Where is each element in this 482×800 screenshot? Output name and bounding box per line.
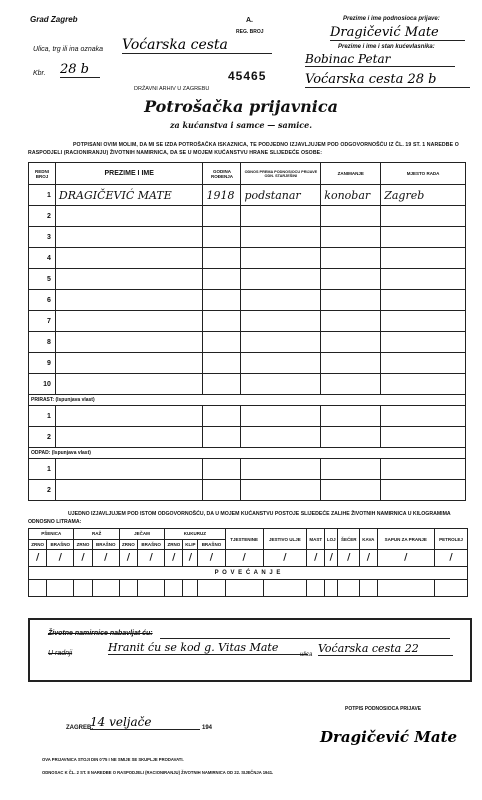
- blank-cell: [321, 406, 381, 427]
- page-subtitle: za kućanstva i samce — samice.: [169, 120, 312, 130]
- row-occupation: [321, 311, 381, 332]
- row-number: 1: [29, 185, 56, 206]
- shop-value: Hranit ću se kod g. Vitas Mate: [108, 641, 308, 655]
- row-relation: podstanar: [241, 185, 321, 206]
- signature-year: 194: [202, 725, 213, 731]
- row-occupation: [321, 248, 381, 269]
- prirast-section: [29, 395, 466, 406]
- street-value: Voćarska cesta: [122, 37, 272, 54]
- row-year: [203, 206, 241, 227]
- row-occupation: [321, 227, 381, 248]
- stock-blank: [92, 580, 119, 597]
- header-occupation: ZANIMANJE: [321, 163, 381, 185]
- blank-cell: [321, 480, 381, 501]
- row-place: [381, 332, 466, 353]
- signature-label: POTPIS PODNOSIOCA PRIJAVE: [345, 706, 422, 712]
- row-place: [381, 353, 466, 374]
- sub-zrno: ZRNO: [74, 539, 92, 550]
- stock-blank: [47, 580, 74, 597]
- row-place: [381, 269, 466, 290]
- row-relation: [241, 248, 321, 269]
- row-name: DRAGIČEVIĆ MATE: [55, 185, 203, 206]
- povecanje-label: P O V E Ć A N J E: [29, 567, 468, 580]
- blank-cell: [321, 427, 381, 448]
- row-occupation: [321, 290, 381, 311]
- stock-value: /: [307, 550, 325, 567]
- shop-address: Voćarska cesta 22: [318, 642, 453, 656]
- row-name: [55, 374, 203, 395]
- stock-value: /: [165, 550, 183, 567]
- archive-number: 45465: [228, 69, 267, 83]
- stock-blank: [307, 580, 325, 597]
- table-row: [29, 406, 466, 427]
- row-relation: [241, 290, 321, 311]
- stock-value: /: [263, 550, 306, 567]
- blank-cell: [241, 406, 321, 427]
- row-name: [55, 290, 203, 311]
- row-name: [55, 269, 203, 290]
- street-label: Ulica, trg ili ina oznaka: [33, 46, 104, 53]
- row-occupation: [321, 374, 381, 395]
- row-year: [203, 332, 241, 353]
- applicant-label: Prezime i ime podnosioca prijave:: [343, 16, 440, 22]
- table-row: [29, 290, 466, 311]
- single-secer: ŠEĆER: [338, 529, 360, 550]
- stock-value: /: [29, 550, 47, 567]
- row-occupation: [321, 332, 381, 353]
- landlord-name: Bobinac Petar: [305, 52, 455, 67]
- stock-blank: [263, 580, 306, 597]
- prirast-label: PRIRAST: (Ispunjava vlast): [29, 395, 466, 406]
- row-relation: [241, 311, 321, 332]
- header-no: REDNI BROJ: [29, 163, 56, 185]
- header-year: GODINA ROĐENJA: [203, 163, 241, 185]
- table-row: [29, 374, 466, 395]
- row-place: [381, 206, 466, 227]
- table-row: [29, 353, 466, 374]
- odpad-section: [29, 448, 466, 459]
- footer-line-1: OVA PRIJAVNICA STOJI DIN 0'75 I NE SMIJE SE SKUPLJE PRODAVATI.: [42, 757, 184, 762]
- row-year: [203, 227, 241, 248]
- stock-blank: [360, 580, 377, 597]
- blank-cell: [203, 459, 241, 480]
- single-sapun: SAPUN ZA PRANJE: [377, 529, 434, 550]
- group-jecam: JEČAM: [119, 529, 164, 540]
- purchase-label: Životne namirnice nabavljat ću:: [48, 630, 153, 637]
- row-occupation: [321, 269, 381, 290]
- row-name: [55, 248, 203, 269]
- stock-blank: [138, 580, 165, 597]
- sub-zrno: ZRNO: [165, 539, 183, 550]
- row-year: [203, 311, 241, 332]
- row-relation: [241, 206, 321, 227]
- row-place: [381, 248, 466, 269]
- row-place: Zagreb: [381, 185, 466, 206]
- stock-blank: [325, 580, 338, 597]
- row-relation: [241, 374, 321, 395]
- sub-brasno: BRAŠNO: [47, 539, 74, 550]
- row-relation: [241, 269, 321, 290]
- stock-value: /: [119, 550, 137, 567]
- row-number: 6: [29, 290, 56, 311]
- row-year: [203, 269, 241, 290]
- blank-cell: [241, 480, 321, 501]
- applicant-value: Dragičević Mate: [330, 25, 465, 41]
- purchase-line-1: [160, 638, 450, 639]
- sub-brasno: BRAŠNO: [198, 539, 225, 550]
- table-row: [29, 269, 466, 290]
- blank-cell: [55, 406, 203, 427]
- sub-zrno: ZRNO: [29, 539, 47, 550]
- stock-value: /: [225, 550, 263, 567]
- row-year: 1918: [203, 185, 241, 206]
- row-occupation: [321, 206, 381, 227]
- odpad-label: ODPAD: (Ispunjava vlast): [29, 448, 466, 459]
- stock-blank: [29, 580, 47, 597]
- stock-blank: [338, 580, 360, 597]
- row-number: 8: [29, 332, 56, 353]
- number-label: Kbr.: [33, 70, 46, 77]
- stock-blank: [74, 580, 92, 597]
- signature-date: 14 veljače: [90, 715, 200, 730]
- row-name: [55, 353, 203, 374]
- stock-blank: [183, 580, 198, 597]
- landlord-label: Prezime i ime i stan kućevlasnika:: [338, 44, 435, 50]
- row-occupation: konobar: [321, 185, 381, 206]
- blank-cell: [241, 459, 321, 480]
- header-place: MJESTO RADA: [381, 163, 466, 185]
- stock-blank: [165, 580, 183, 597]
- row-name: [55, 332, 203, 353]
- row-place: [381, 227, 466, 248]
- single-ulje: JESTIVO ULJE: [263, 529, 306, 550]
- header-relation: ODNOS PREMA PODNOSIOCU PRIJAVE ODN. STARJEŠINI: [241, 163, 321, 185]
- row-number: 3: [29, 227, 56, 248]
- stock-value: /: [74, 550, 92, 567]
- table-row: [29, 332, 466, 353]
- landlord-address: Voćarska cesta 28 b: [305, 72, 470, 88]
- reg-label: REG. BROJ: [236, 29, 264, 35]
- stock-blank: [377, 580, 434, 597]
- archive-stamp: DRŽAVNI ARHIV U ZAGREBU: [134, 86, 210, 92]
- stock-blank: [119, 580, 137, 597]
- sub-brasno: BRAŠNO: [138, 539, 165, 550]
- stock-value: /: [92, 550, 119, 567]
- row-relation: [241, 227, 321, 248]
- row-place: [381, 311, 466, 332]
- row-number: 1: [29, 406, 56, 427]
- household-table: [28, 162, 466, 501]
- form-letter: A.: [246, 17, 253, 24]
- row-relation: [241, 353, 321, 374]
- row-number: 1: [29, 459, 56, 480]
- row-year: [203, 374, 241, 395]
- blank-cell: [55, 427, 203, 448]
- single-tjestenine: TJESTENINE: [225, 529, 263, 550]
- page-title: Potrošačka prijavnica: [144, 97, 338, 116]
- row-year: [203, 248, 241, 269]
- stock-value: /: [434, 550, 467, 567]
- row-year: [203, 353, 241, 374]
- blank-cell: [381, 480, 466, 501]
- stock-blank: [225, 580, 263, 597]
- sub-brasno: BRAŠNO: [92, 539, 119, 550]
- intro-text: POTPISANI OVIM MOLIM, DA MI SE IZDA POTROŠAČKA ISKAZNICA, TE PODJEDNO IZJAVLJUJEM POD ODGOVORNOŠĆU IZ ČL. 19 ST. 1 NAREDBE O RASPODJELI (RACIONIRANJU) ŽIVOTNIH NAMIRNICA, DA SE U MOJEM KUĆANSTVU HRANE SLIJEDEĆE OSOBE:: [28, 142, 459, 156]
- table-row: [29, 459, 466, 480]
- stock-value: /: [198, 550, 225, 567]
- blank-cell: [203, 427, 241, 448]
- row-number: 2: [29, 427, 56, 448]
- table-row: [29, 185, 466, 206]
- footer-line-2: ODNOSAC K ČL. 2 ST. 8 NAREDBE O RASPODJELI (RACIONIRANJU) ŽIVOTNIH NAMIRNICA OD 22. SIJEČNJA 1941.: [42, 770, 274, 775]
- table-row: [29, 311, 466, 332]
- stock-intro: UJEDNO IZJAVLJUJEM POD ISTOM ODGOVORNOŠĆU, DA U MOJEM KUĆANSTVU POSTOJE SLIJEDEĆE ZALIHE ŽIVOTNIH NAMIRNICA U KILOGRAMIMA ODNOSNO LITRAMA:: [28, 511, 451, 525]
- blank-cell: [241, 427, 321, 448]
- table-row: [29, 480, 466, 501]
- table-row: [29, 248, 466, 269]
- shop-label: U radnji: [48, 650, 73, 657]
- blank-cell: [55, 480, 203, 501]
- number-value: 28 b: [60, 62, 100, 78]
- stock-table: [28, 528, 468, 597]
- stock-value: /: [338, 550, 360, 567]
- signature-name: Dragičević Mate: [320, 728, 458, 746]
- row-place: [381, 374, 466, 395]
- blank-cell: [381, 459, 466, 480]
- group-raz: RAŽ: [74, 529, 119, 540]
- row-name: [55, 311, 203, 332]
- blank-cell: [55, 459, 203, 480]
- row-name: [55, 227, 203, 248]
- single-petrolej: PETROLEJ: [434, 529, 467, 550]
- single-mast: MAST: [307, 529, 325, 550]
- table-row: [29, 427, 466, 448]
- table-row: [29, 227, 466, 248]
- street-suffix: ulica: [300, 652, 313, 658]
- stock-value: /: [377, 550, 434, 567]
- blank-cell: [321, 459, 381, 480]
- blank-cell: [203, 406, 241, 427]
- row-number: 9: [29, 353, 56, 374]
- row-number: 10: [29, 374, 56, 395]
- sub-klip: KLIP: [183, 539, 198, 550]
- row-relation: [241, 332, 321, 353]
- row-occupation: [321, 353, 381, 374]
- row-place: [381, 290, 466, 311]
- stock-value: /: [325, 550, 338, 567]
- header-name: PREZIME I IME: [55, 163, 203, 185]
- row-name: [55, 206, 203, 227]
- signature-place: ZAGREB,: [66, 725, 93, 731]
- city-label: Grad Zagreb: [30, 15, 78, 24]
- row-number: 7: [29, 311, 56, 332]
- stock-value: /: [138, 550, 165, 567]
- blank-cell: [381, 406, 466, 427]
- group-kukuruz: KUKURUZ: [165, 529, 225, 540]
- sub-zrno: ZRNO: [119, 539, 137, 550]
- row-number: 5: [29, 269, 56, 290]
- row-number: 2: [29, 206, 56, 227]
- row-year: [203, 290, 241, 311]
- single-kava: KAVA: [360, 529, 377, 550]
- stock-value: /: [360, 550, 377, 567]
- single-loj: LOJ: [325, 529, 338, 550]
- table-row: [29, 206, 466, 227]
- group-psenica: PŠENICA: [29, 529, 74, 540]
- row-number: 4: [29, 248, 56, 269]
- stock-blank: [434, 580, 467, 597]
- stock-value: /: [183, 550, 198, 567]
- blank-cell: [203, 480, 241, 501]
- stock-blank: [198, 580, 225, 597]
- blank-cell: [381, 427, 466, 448]
- row-number: 2: [29, 480, 56, 501]
- stock-value: /: [47, 550, 74, 567]
